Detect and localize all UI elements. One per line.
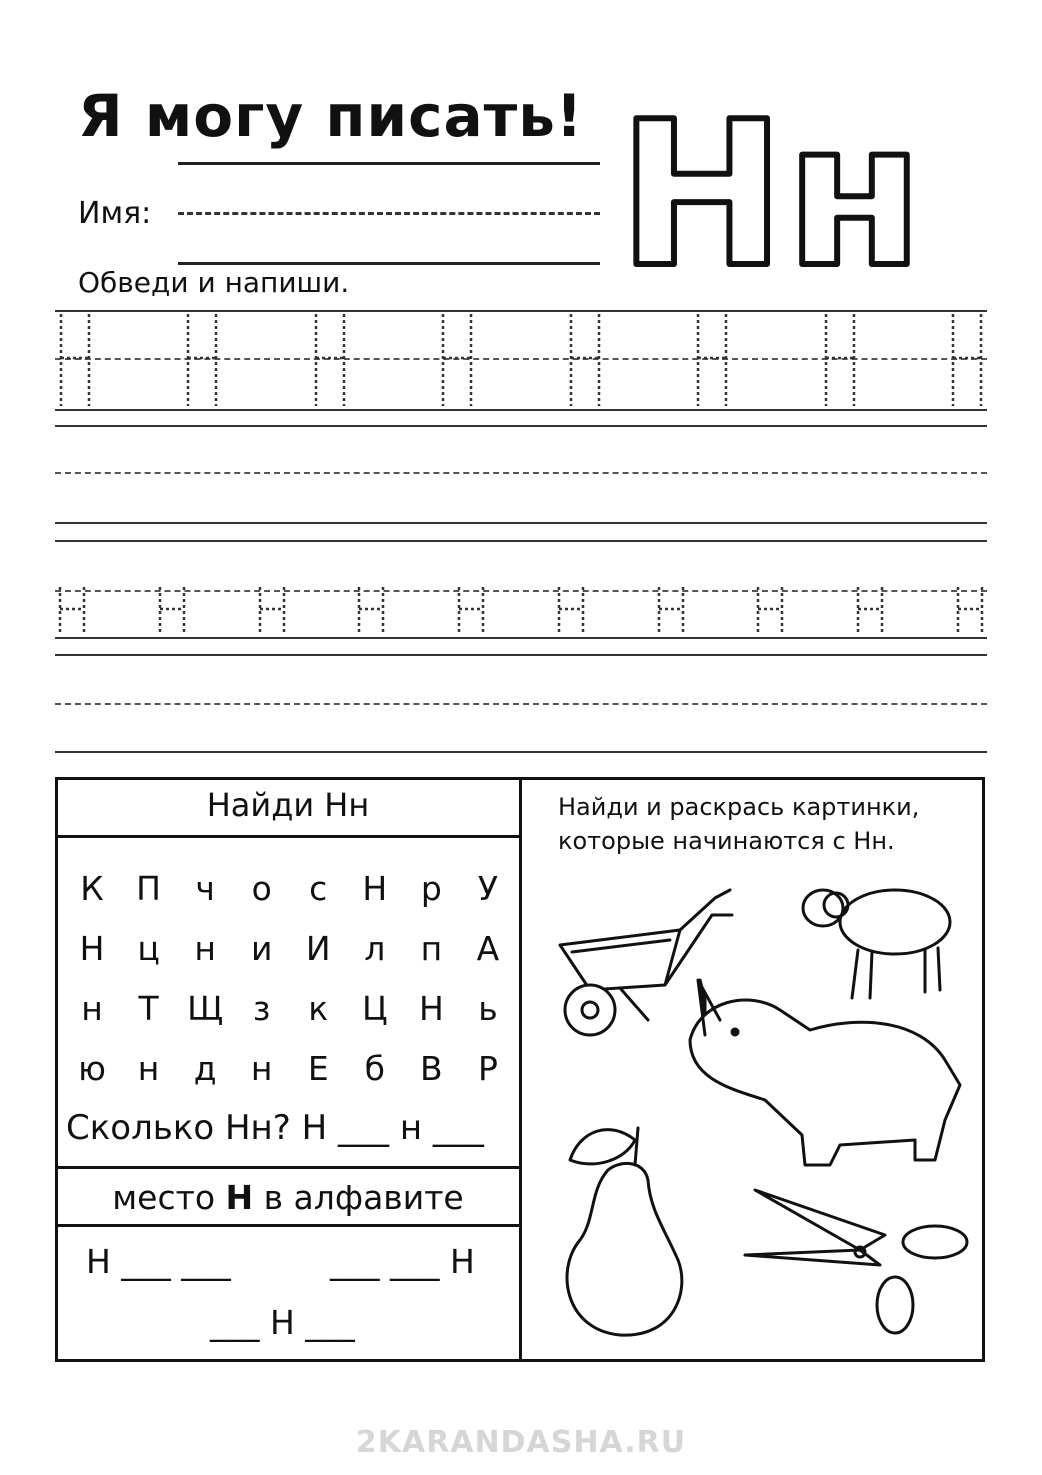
- trace-letter-upper: [947, 312, 987, 408]
- trace-letter-lower: [155, 585, 189, 637]
- big-letter-outline: [618, 86, 990, 276]
- trace-letter-upper: [565, 312, 605, 408]
- find-title: Найди Нн: [206, 786, 370, 824]
- grid-letter[interactable]: Н: [362, 868, 388, 908]
- grid-letter[interactable]: П: [136, 868, 161, 908]
- big-letters-text: Нн: [618, 86, 924, 276]
- trace-letter-upper: [55, 312, 95, 408]
- trace-letter-upper: [182, 312, 222, 408]
- grid-letter[interactable]: р: [420, 868, 442, 908]
- name-label: Имя:: [78, 196, 152, 231]
- write-line-mid: [55, 472, 987, 474]
- grid-letter[interactable]: л: [364, 928, 386, 968]
- grid-letter[interactable]: А: [476, 928, 500, 968]
- guide-line-base-2: [55, 637, 987, 639]
- grid-letter[interactable]: и: [250, 928, 273, 968]
- trace-letter-lower: [554, 585, 588, 637]
- grid-letter[interactable]: п: [420, 928, 443, 968]
- alphabet-seq-1[interactable]: Н ___ ___: [86, 1242, 231, 1281]
- worksheet-title: Я могу писать!: [78, 82, 584, 150]
- trace-letter-upper: [692, 312, 732, 408]
- grid-letter[interactable]: н: [250, 1048, 273, 1088]
- grid-letter[interactable]: Р: [477, 1048, 498, 1088]
- guide-line-top-2: [55, 540, 987, 542]
- trace-row-lowercase[interactable]: [55, 585, 987, 637]
- grid-letter[interactable]: Щ: [187, 988, 224, 1028]
- grid-letter[interactable]: к: [308, 988, 329, 1028]
- grid-letter[interactable]: з: [252, 988, 271, 1028]
- pictures-instruction: Найди и раскрась картинки, которые начинаются с Нн.: [558, 793, 920, 855]
- trace-letter-lower: [255, 585, 289, 637]
- grid-letter[interactable]: К: [80, 868, 104, 908]
- alphabet-seq-2[interactable]: ___ ___ Н: [330, 1242, 475, 1281]
- box-divider: [519, 777, 522, 1362]
- trace-row-uppercase[interactable]: [55, 312, 987, 408]
- grid-letter[interactable]: ь: [478, 988, 498, 1028]
- grid-letter[interactable]: У: [477, 868, 498, 908]
- trace-letter-upper: [437, 312, 477, 408]
- write-line-base: [55, 522, 987, 524]
- trace-letter-lower: [55, 585, 89, 637]
- grid-letter[interactable]: д: [193, 1048, 217, 1088]
- trace-letter-lower: [354, 585, 388, 637]
- count-question[interactable]: Сколько Нн? Н ___ н ___: [66, 1108, 484, 1148]
- grid-row: [66, 1038, 514, 1098]
- grid-letter[interactable]: Н: [418, 988, 444, 1028]
- grid-letter[interactable]: Е: [307, 1048, 329, 1088]
- trace-letter-lower: [953, 585, 987, 637]
- scissors-icon[interactable]: [745, 1190, 967, 1333]
- grid-letter[interactable]: н: [194, 928, 216, 968]
- trace-letter-lower: [853, 585, 887, 637]
- grid-letter[interactable]: н: [81, 988, 103, 1028]
- pictures-area: [540, 860, 980, 1350]
- pear-icon[interactable]: [567, 1128, 682, 1335]
- grid-letter[interactable]: В: [420, 1048, 443, 1088]
- grid-row: [66, 858, 514, 918]
- count-divider: [55, 1166, 521, 1169]
- name-baseline: [178, 262, 600, 265]
- grid-letter[interactable]: И: [305, 928, 331, 968]
- grid-letter[interactable]: Т: [138, 988, 159, 1028]
- guide-line-base: [55, 409, 987, 411]
- grid-letter[interactable]: с: [309, 868, 328, 908]
- ram-icon[interactable]: [803, 890, 950, 998]
- trace-letter-lower: [454, 585, 488, 637]
- letter-grid: [66, 858, 514, 1098]
- grid-letter[interactable]: Н: [79, 928, 105, 968]
- alphabet-title-divider: [55, 1224, 521, 1227]
- grid-letter[interactable]: н: [137, 1048, 160, 1088]
- grid-letter[interactable]: ч: [195, 868, 215, 908]
- alphabet-title: место Н в алфавите: [112, 1178, 464, 1217]
- trace-letter-upper: [820, 312, 860, 408]
- title-underline: [178, 162, 600, 165]
- watermark: 2KARANDASHA.RU: [355, 1425, 687, 1460]
- write-line-top: [55, 425, 987, 427]
- find-title-divider: [55, 835, 521, 838]
- alphabet-seq-3[interactable]: ___ Н ___: [210, 1303, 355, 1342]
- trace-letter-lower: [753, 585, 787, 637]
- grid-row: [66, 978, 514, 1038]
- grid-letter[interactable]: о: [251, 868, 272, 908]
- write-line-mid-2: [55, 703, 987, 705]
- rhino-icon[interactable]: [690, 980, 960, 1165]
- grid-letter[interactable]: б: [364, 1048, 385, 1088]
- trace-letter-lower: [654, 585, 688, 637]
- name-field[interactable]: [178, 212, 600, 215]
- trace-instruction: Обведи и напиши.: [78, 266, 350, 299]
- grid-letter[interactable]: Ц: [362, 988, 388, 1028]
- write-line-top-2: [55, 654, 987, 656]
- write-line-base-2: [55, 751, 987, 753]
- grid-letter[interactable]: ю: [78, 1048, 106, 1088]
- grid-row: [66, 918, 514, 978]
- trace-letter-upper: [310, 312, 350, 408]
- grid-letter[interactable]: ц: [137, 928, 160, 968]
